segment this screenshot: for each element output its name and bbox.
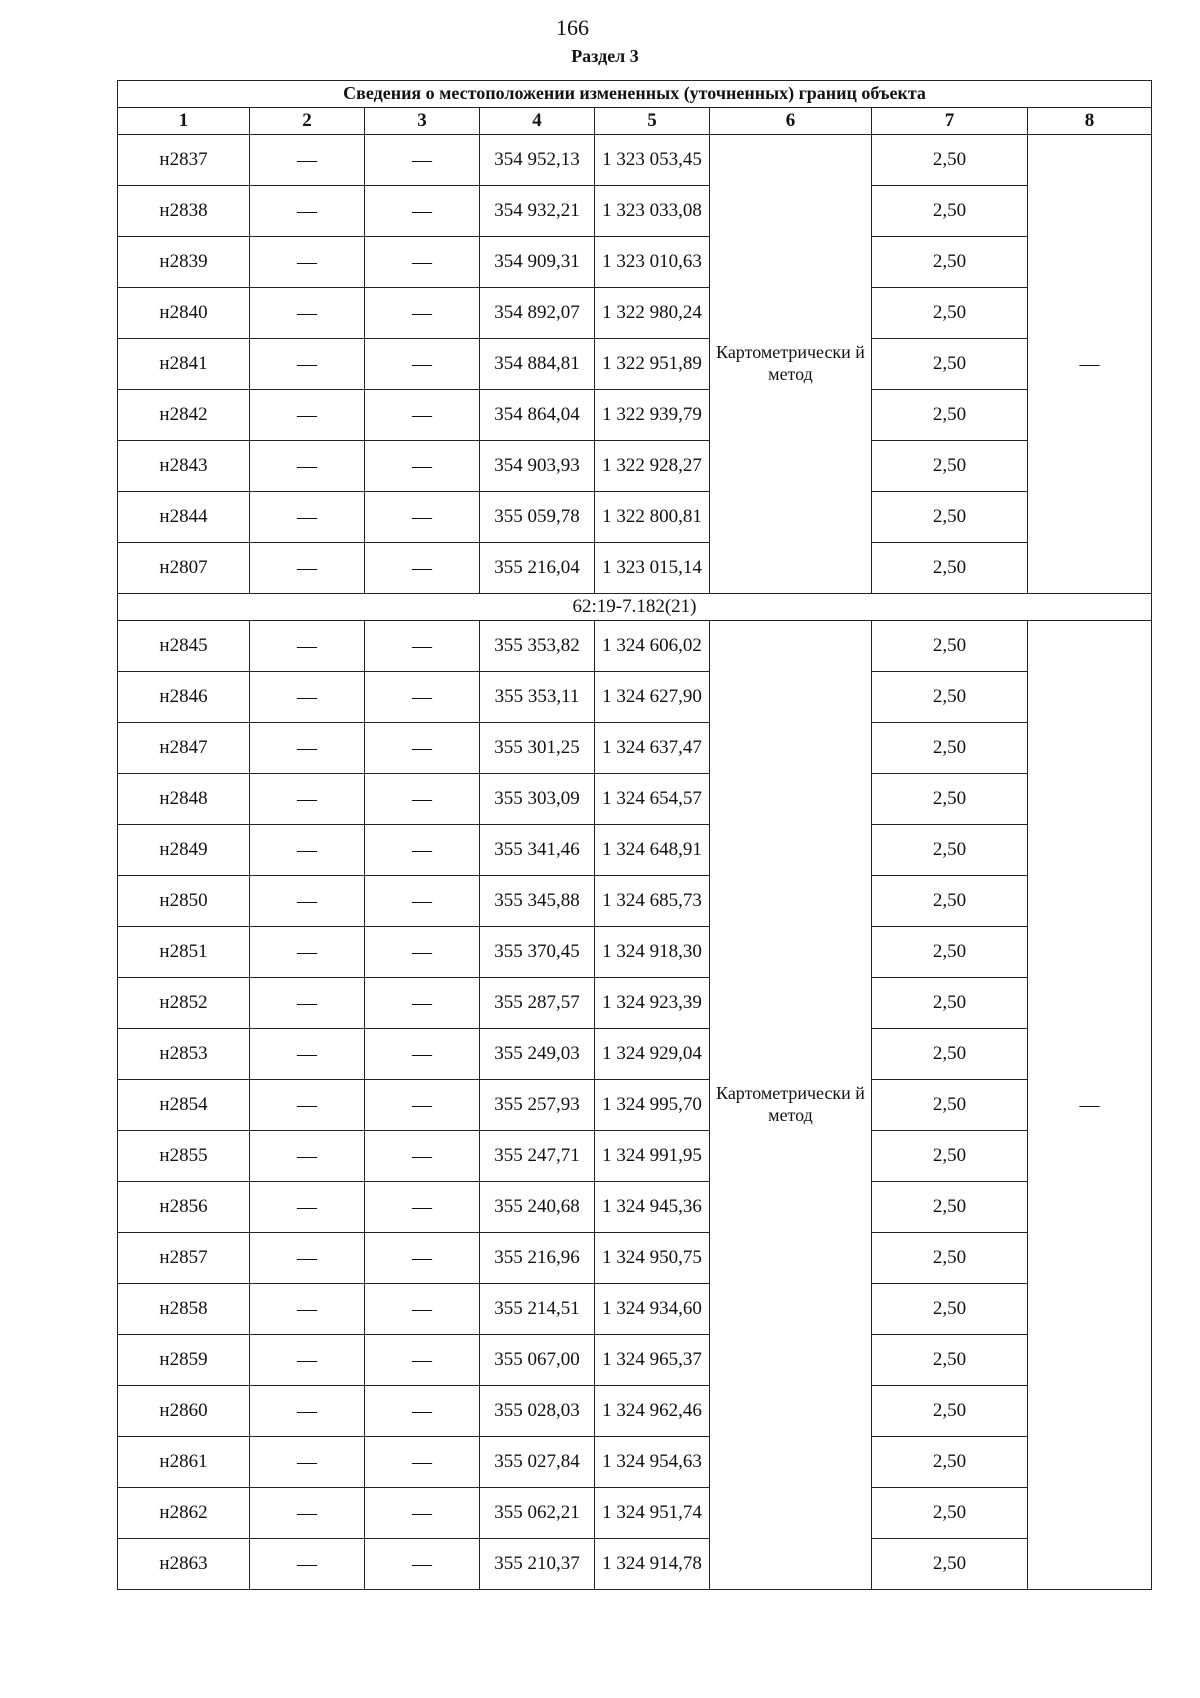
y-coordinate-cell: 1 324 934,60: [595, 1284, 710, 1335]
y-coordinate-cell: 1 322 928,27: [595, 441, 710, 492]
column-header: 8: [1028, 108, 1152, 135]
table-row: [118, 543, 1152, 594]
col2-cell: —: [250, 1539, 365, 1590]
col2-cell: —: [250, 135, 365, 186]
col3-cell: —: [365, 135, 480, 186]
y-coordinate-cell: 1 322 951,89: [595, 339, 710, 390]
col2-cell: —: [250, 672, 365, 723]
group-label: 62:19-7.182(21): [118, 594, 1152, 621]
col3-cell: —: [365, 1386, 480, 1437]
accuracy-cell: 2,50: [872, 492, 1028, 543]
col2-cell: —: [250, 441, 365, 492]
accuracy-cell: 2,50: [872, 390, 1028, 441]
col3-cell: —: [365, 441, 480, 492]
point-id-cell: н2843: [118, 441, 250, 492]
table-row: [118, 723, 1152, 774]
boundary-coordinates-table: [117, 80, 1152, 1590]
y-coordinate-cell: 1 322 800,81: [595, 492, 710, 543]
accuracy-cell: 2,50: [872, 1539, 1028, 1590]
col2-cell: —: [250, 288, 365, 339]
table-row: [118, 1437, 1152, 1488]
point-id-cell: н2858: [118, 1284, 250, 1335]
point-id-cell: н2856: [118, 1182, 250, 1233]
point-id-cell: н2852: [118, 978, 250, 1029]
col3-cell: —: [365, 876, 480, 927]
accuracy-cell: 2,50: [872, 927, 1028, 978]
point-id-cell: н2846: [118, 672, 250, 723]
accuracy-cell: 2,50: [872, 672, 1028, 723]
col3-cell: —: [365, 1080, 480, 1131]
x-coordinate-cell: 355 067,00: [480, 1335, 595, 1386]
point-id-cell: н2807: [118, 543, 250, 594]
table-row: [118, 1284, 1152, 1335]
y-coordinate-cell: 1 323 033,08: [595, 186, 710, 237]
col3-cell: —: [365, 1131, 480, 1182]
point-id-cell: н2845: [118, 621, 250, 672]
col2-cell: —: [250, 1284, 365, 1335]
col2-cell: —: [250, 1182, 365, 1233]
col3-cell: —: [365, 1182, 480, 1233]
point-id-cell: н2863: [118, 1539, 250, 1590]
accuracy-cell: 2,50: [872, 723, 1028, 774]
column-header: 5: [595, 108, 710, 135]
table-row: [118, 825, 1152, 876]
accuracy-cell: 2,50: [872, 1284, 1028, 1335]
col2-cell: —: [250, 1131, 365, 1182]
y-coordinate-cell: 1 324 951,74: [595, 1488, 710, 1539]
x-coordinate-cell: 355 210,37: [480, 1539, 595, 1590]
point-id-cell: н2847: [118, 723, 250, 774]
table-row: [118, 927, 1152, 978]
col2-cell: —: [250, 1335, 365, 1386]
point-id-cell: н2837: [118, 135, 250, 186]
x-coordinate-cell: 355 216,04: [480, 543, 595, 594]
x-coordinate-cell: 354 884,81: [480, 339, 595, 390]
col3-cell: —: [365, 186, 480, 237]
point-id-cell: н2839: [118, 237, 250, 288]
y-coordinate-cell: 1 324 637,47: [595, 723, 710, 774]
y-coordinate-cell: 1 324 962,46: [595, 1386, 710, 1437]
table-row: [118, 1488, 1152, 1539]
col3-cell: —: [365, 1437, 480, 1488]
y-coordinate-cell: 1 324 685,73: [595, 876, 710, 927]
point-id-cell: н2838: [118, 186, 250, 237]
col3-cell: —: [365, 1335, 480, 1386]
col8-cell: —: [1028, 135, 1152, 594]
point-id-cell: н2857: [118, 1233, 250, 1284]
column-header: 2: [250, 108, 365, 135]
accuracy-cell: 2,50: [872, 237, 1028, 288]
column-header: 4: [480, 108, 595, 135]
col3-cell: —: [365, 927, 480, 978]
accuracy-cell: 2,50: [872, 1488, 1028, 1539]
point-id-cell: н2848: [118, 774, 250, 825]
col2-cell: —: [250, 774, 365, 825]
x-coordinate-cell: 355 301,25: [480, 723, 595, 774]
table-row: [118, 288, 1152, 339]
col3-cell: —: [365, 1233, 480, 1284]
table-row: [118, 1539, 1152, 1590]
point-id-cell: н2859: [118, 1335, 250, 1386]
table-row: [118, 621, 1152, 672]
method-cell: Картометрически й метод: [710, 135, 872, 594]
col8-cell: —: [1028, 621, 1152, 1590]
col2-cell: —: [250, 876, 365, 927]
col3-cell: —: [365, 825, 480, 876]
x-coordinate-cell: 354 952,13: [480, 135, 595, 186]
col2-cell: —: [250, 621, 365, 672]
col2-cell: —: [250, 543, 365, 594]
col2-cell: —: [250, 186, 365, 237]
accuracy-cell: 2,50: [872, 135, 1028, 186]
y-coordinate-cell: 1 324 648,91: [595, 825, 710, 876]
accuracy-cell: 2,50: [872, 1233, 1028, 1284]
col3-cell: —: [365, 1029, 480, 1080]
column-header: 3: [365, 108, 480, 135]
accuracy-cell: 2,50: [872, 1437, 1028, 1488]
y-coordinate-cell: 1 324 945,36: [595, 1182, 710, 1233]
table-row: [118, 1131, 1152, 1182]
point-id-cell: н2862: [118, 1488, 250, 1539]
col3-cell: —: [365, 1539, 480, 1590]
x-coordinate-cell: 355 059,78: [480, 492, 595, 543]
column-header: 6: [710, 108, 872, 135]
x-coordinate-cell: 354 932,21: [480, 186, 595, 237]
y-coordinate-cell: 1 324 965,37: [595, 1335, 710, 1386]
point-id-cell: н2849: [118, 825, 250, 876]
table-row: [118, 339, 1152, 390]
table-row: [118, 774, 1152, 825]
col2-cell: —: [250, 390, 365, 441]
table-row: [118, 1386, 1152, 1437]
method-cell: Картометрически й метод: [710, 621, 872, 1590]
table-row: [118, 390, 1152, 441]
x-coordinate-cell: 354 903,93: [480, 441, 595, 492]
point-id-cell: н2855: [118, 1131, 250, 1182]
col3-cell: —: [365, 621, 480, 672]
x-coordinate-cell: 355 303,09: [480, 774, 595, 825]
col3-cell: —: [365, 339, 480, 390]
x-coordinate-cell: 355 345,88: [480, 876, 595, 927]
col2-cell: —: [250, 492, 365, 543]
y-coordinate-cell: 1 324 918,30: [595, 927, 710, 978]
accuracy-cell: 2,50: [872, 1386, 1028, 1437]
accuracy-cell: 2,50: [872, 1335, 1028, 1386]
table-row: [118, 492, 1152, 543]
table-row: [118, 978, 1152, 1029]
x-coordinate-cell: 355 027,84: [480, 1437, 595, 1488]
col2-cell: —: [250, 1437, 365, 1488]
y-coordinate-cell: 1 323 053,45: [595, 135, 710, 186]
point-id-cell: н2842: [118, 390, 250, 441]
accuracy-cell: 2,50: [872, 441, 1028, 492]
y-coordinate-cell: 1 323 015,14: [595, 543, 710, 594]
accuracy-cell: 2,50: [872, 543, 1028, 594]
group-label-row: [118, 594, 1152, 621]
y-coordinate-cell: 1 324 914,78: [595, 1539, 710, 1590]
accuracy-cell: 2,50: [872, 1182, 1028, 1233]
x-coordinate-cell: 355 214,51: [480, 1284, 595, 1335]
point-id-cell: н2851: [118, 927, 250, 978]
x-coordinate-cell: 354 909,31: [480, 237, 595, 288]
col3-cell: —: [365, 237, 480, 288]
col2-cell: —: [250, 1233, 365, 1284]
x-coordinate-cell: 355 353,82: [480, 621, 595, 672]
col2-cell: —: [250, 825, 365, 876]
col2-cell: —: [250, 1029, 365, 1080]
col2-cell: —: [250, 1488, 365, 1539]
table-row: [118, 186, 1152, 237]
col3-cell: —: [365, 1488, 480, 1539]
accuracy-cell: 2,50: [872, 825, 1028, 876]
table-row: [118, 237, 1152, 288]
col3-cell: —: [365, 543, 480, 594]
table-row: [118, 1080, 1152, 1131]
x-coordinate-cell: 355 216,96: [480, 1233, 595, 1284]
col3-cell: —: [365, 672, 480, 723]
x-coordinate-cell: 355 028,03: [480, 1386, 595, 1437]
col3-cell: —: [365, 288, 480, 339]
table-row: [118, 441, 1152, 492]
y-coordinate-cell: 1 324 923,39: [595, 978, 710, 1029]
y-coordinate-cell: 1 324 950,75: [595, 1233, 710, 1284]
accuracy-cell: 2,50: [872, 186, 1028, 237]
x-coordinate-cell: 355 249,03: [480, 1029, 595, 1080]
x-coordinate-cell: 355 341,46: [480, 825, 595, 876]
y-coordinate-cell: 1 324 606,02: [595, 621, 710, 672]
y-coordinate-cell: 1 324 654,57: [595, 774, 710, 825]
table-caption: Сведения о местоположении измененных (уточненных) границ объекта: [118, 81, 1152, 108]
col2-cell: —: [250, 723, 365, 774]
col2-cell: —: [250, 339, 365, 390]
col3-cell: —: [365, 492, 480, 543]
y-coordinate-cell: 1 324 991,95: [595, 1131, 710, 1182]
y-coordinate-cell: 1 323 010,63: [595, 237, 710, 288]
point-id-cell: н2861: [118, 1437, 250, 1488]
accuracy-cell: 2,50: [872, 978, 1028, 1029]
col3-cell: —: [365, 723, 480, 774]
col3-cell: —: [365, 774, 480, 825]
point-id-cell: н2841: [118, 339, 250, 390]
accuracy-cell: 2,50: [872, 339, 1028, 390]
y-coordinate-cell: 1 324 627,90: [595, 672, 710, 723]
accuracy-cell: 2,50: [872, 621, 1028, 672]
table-row: [118, 1182, 1152, 1233]
point-id-cell: н2860: [118, 1386, 250, 1437]
point-id-cell: н2844: [118, 492, 250, 543]
column-header-row: [118, 108, 1152, 135]
x-coordinate-cell: 355 062,21: [480, 1488, 595, 1539]
y-coordinate-cell: 1 324 954,63: [595, 1437, 710, 1488]
table-row: [118, 1233, 1152, 1284]
accuracy-cell: 2,50: [872, 288, 1028, 339]
col3-cell: —: [365, 978, 480, 1029]
col2-cell: —: [250, 927, 365, 978]
table-row: [118, 135, 1152, 186]
col3-cell: —: [365, 390, 480, 441]
col2-cell: —: [250, 237, 365, 288]
x-coordinate-cell: 354 892,07: [480, 288, 595, 339]
x-coordinate-cell: 355 370,45: [480, 927, 595, 978]
column-header: 7: [872, 108, 1028, 135]
point-id-cell: н2850: [118, 876, 250, 927]
table-row: [118, 1335, 1152, 1386]
x-coordinate-cell: 355 240,68: [480, 1182, 595, 1233]
y-coordinate-cell: 1 324 929,04: [595, 1029, 710, 1080]
page-number: 166: [556, 15, 589, 40]
col3-cell: —: [365, 1284, 480, 1335]
table-caption-row: [118, 81, 1152, 108]
x-coordinate-cell: 355 287,57: [480, 978, 595, 1029]
col2-cell: —: [250, 1386, 365, 1437]
x-coordinate-cell: 355 353,11: [480, 672, 595, 723]
y-coordinate-cell: 1 324 995,70: [595, 1080, 710, 1131]
x-coordinate-cell: 355 257,93: [480, 1080, 595, 1131]
col2-cell: —: [250, 978, 365, 1029]
table-row: [118, 1029, 1152, 1080]
table-row: [118, 876, 1152, 927]
accuracy-cell: 2,50: [872, 774, 1028, 825]
x-coordinate-cell: 354 864,04: [480, 390, 595, 441]
col2-cell: —: [250, 1080, 365, 1131]
accuracy-cell: 2,50: [872, 1131, 1028, 1182]
y-coordinate-cell: 1 322 939,79: [595, 390, 710, 441]
point-id-cell: н2854: [118, 1080, 250, 1131]
column-header: 1: [118, 108, 250, 135]
x-coordinate-cell: 355 247,71: [480, 1131, 595, 1182]
accuracy-cell: 2,50: [872, 876, 1028, 927]
section-title: Раздел 3: [571, 46, 639, 66]
y-coordinate-cell: 1 322 980,24: [595, 288, 710, 339]
point-id-cell: н2853: [118, 1029, 250, 1080]
accuracy-cell: 2,50: [872, 1029, 1028, 1080]
table-row: [118, 672, 1152, 723]
accuracy-cell: 2,50: [872, 1080, 1028, 1131]
point-id-cell: н2840: [118, 288, 250, 339]
